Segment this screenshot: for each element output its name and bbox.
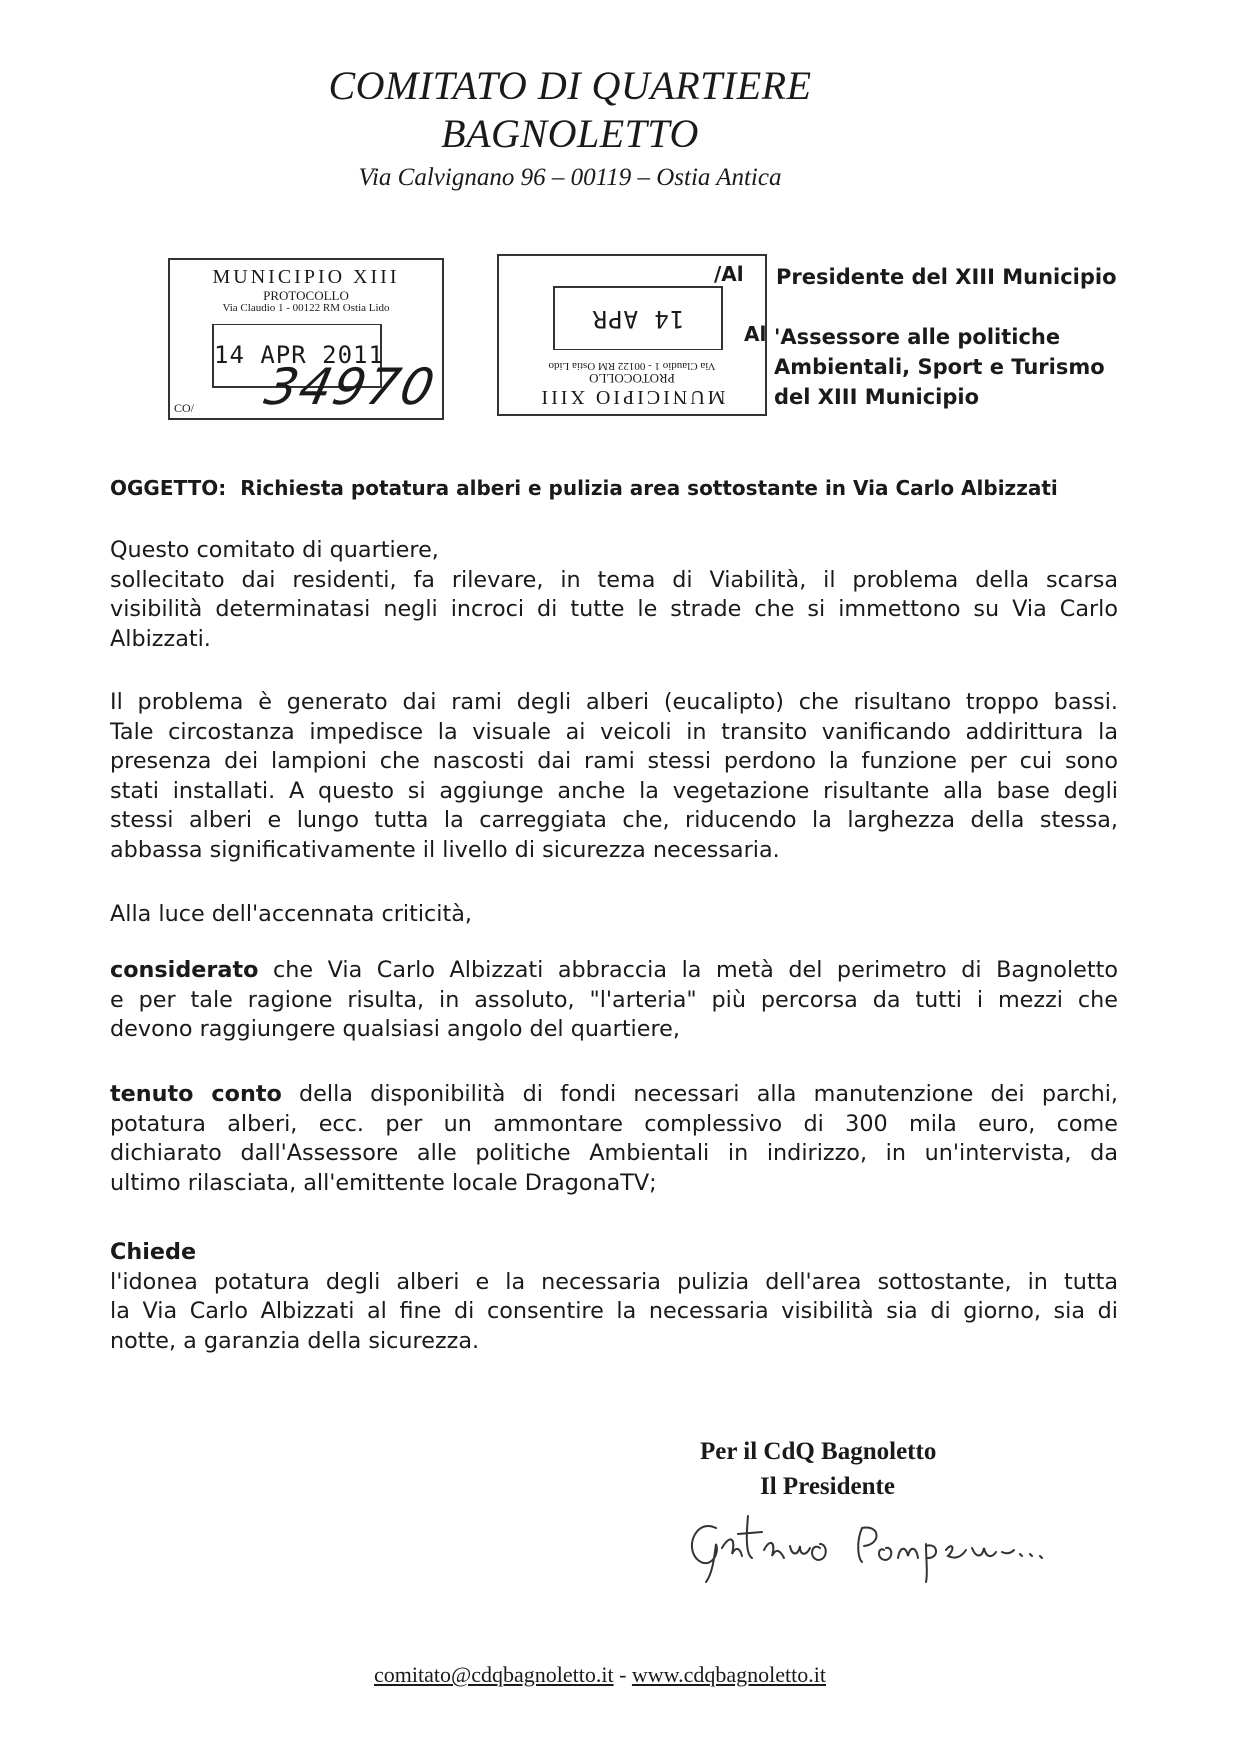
stamp-address: Via Claudio 1 - 00122 RM Ostia Lido <box>222 302 390 314</box>
paragraph-tenuto-conto <box>110 1080 1118 1198</box>
footer-website-link[interactable]: www.cdqbagnoletto.it <box>631 1662 826 1687</box>
stamp-date-box <box>553 286 723 350</box>
footer-email-link[interactable]: comitato@cdqbagnoletto.it <box>373 1662 614 1687</box>
organization-name-line-1: COMITATO DI QUARTIERE <box>328 63 812 108</box>
body-line: devono raggiungere qualsiasi angolo del quartiere, <box>110 1016 680 1042</box>
addressee-president: Presidente del XIII Municipio <box>776 265 1117 289</box>
body-line: Questo comitato di quartiere, <box>110 537 439 563</box>
body-line: stati installati. A questo si aggiunge anche la vegetazione risultante alla base degli <box>110 777 1118 804</box>
organization-address: Via Calvignano 96 – 00119 – Ostia Antica <box>358 164 782 191</box>
subject-label: OGGETTO: <box>110 476 227 500</box>
organization-name-line-2: BAGNOLETTO <box>441 111 699 156</box>
paragraph-considered <box>110 956 1118 1045</box>
body-line: potatura alberi, ecc. per un ammontare complessivo di 300 mila euro, come <box>110 1110 1118 1137</box>
organization-name <box>0 62 1140 158</box>
stamp-subtitle: PROTOCOLLO <box>263 288 349 303</box>
stamp-subtitle: PROTOCOLLO <box>589 371 675 386</box>
addressee-line: 'Assessore alle politiche <box>774 325 1061 349</box>
subject-line <box>110 476 1058 500</box>
addressee-line: Ambientali, Sport e Turismo <box>774 355 1105 379</box>
body-line: Tale circostanza impedisce la visuale ai veicoli in transito vanificando addirittura la <box>110 718 1118 745</box>
stamp-code: CO/ <box>174 401 195 415</box>
body-line: Il problema è generato dai rami degli alberi (eucalipto) che risultano troppo bassi. <box>110 689 1118 715</box>
signature-block <box>700 1434 936 1504</box>
body-line: sollecitato dai residenti, fa rilevare, in tema di Viabilità, il problema della scarsa <box>110 566 1118 593</box>
stamp-address: Via Claudio 1 - 00122 RM Ostia Lido <box>548 360 716 372</box>
chiede-heading: Chiede <box>110 1239 197 1265</box>
body-line: Alla luce dell'accennata criticità, <box>110 901 472 927</box>
paragraph-chiede <box>110 1238 1118 1356</box>
body-line: ultimo rilasciata, all'emittente locale DragonaTV; <box>110 1169 657 1196</box>
body-line: notte, a garanzia della sicurezza. <box>110 1327 480 1354</box>
body-line: Albizzati. <box>110 625 211 652</box>
body-line: stessi alberi e lungo tutta la carreggiata che, riducendo la larghezza della stessa, <box>110 807 1118 833</box>
stamp-title: MUNICIPIO XIII <box>212 266 400 288</box>
stamp-date: 14 APR 2011 <box>214 341 384 369</box>
body-line: l'idonea potatura degli alberi e la necessaria pulizia dell'area sottostante, in tutta <box>110 1268 1118 1295</box>
signature-role: Il Presidente <box>760 1473 895 1500</box>
stamp-date: 14 APR <box>591 305 685 333</box>
subject-text: Richiesta potatura alberi e pulizia area sottostante in Via Carlo Albizzati <box>240 476 1058 500</box>
body-text: che Via Carlo Albizzati abbraccia la metà del perimetro di Bagnoletto <box>272 957 1118 983</box>
body-line: abbassa significativamente il livello di sicurezza necessaria. <box>110 836 780 863</box>
body-line <box>110 1080 1118 1110</box>
body-line: dichiarato dall'Assessore alle politiche Ambientali in indirizzo, in un'intervista, da <box>110 1140 1118 1166</box>
addressee-line: del XIII Municipio <box>774 385 980 409</box>
body-line: la Via Carlo Albizzati al fine di consentire la necessaria visibilità sia di giorno, sia di <box>110 1298 1118 1324</box>
footer-separator: - <box>613 1662 632 1687</box>
body-text: della disponibilità di fondi necessari alla manutenzione dei parchi, <box>299 1081 1118 1107</box>
addressee-mark-1: /Al <box>714 262 744 286</box>
addressee-mark-2: Al <box>744 322 767 346</box>
body-line: visibilità determinatasi negli incroci di tutte le strade che si immettono su Via Carlo <box>110 596 1118 622</box>
paragraph-intro <box>110 536 1118 654</box>
tenuto-keyword: tenuto conto <box>110 1081 282 1107</box>
body-line: presenza dei lampioni che nascosti dai rami stessi perdono la funzione per cui sono <box>110 748 1118 774</box>
body-line <box>110 956 1118 986</box>
handwritten-signature <box>676 1498 1076 1588</box>
stamp-title: MUNICIPIO XIII <box>538 386 726 408</box>
paragraph-light <box>110 900 1118 930</box>
signature-line-1: Per il CdQ Bagnoletto <box>700 1438 937 1465</box>
addressee-assessore <box>774 322 1105 412</box>
considered-keyword: considerato <box>110 957 259 983</box>
protocol-stamp-left <box>168 258 444 420</box>
body-line: e per tale ragione risulta, in assoluto, "l'arteria" più percorsa da tutti i mezzi che <box>110 986 1118 1013</box>
footer-contacts <box>0 1662 1200 1688</box>
paragraph-problem <box>110 688 1118 865</box>
handwritten-protocol-number: 34970 <box>259 358 442 416</box>
